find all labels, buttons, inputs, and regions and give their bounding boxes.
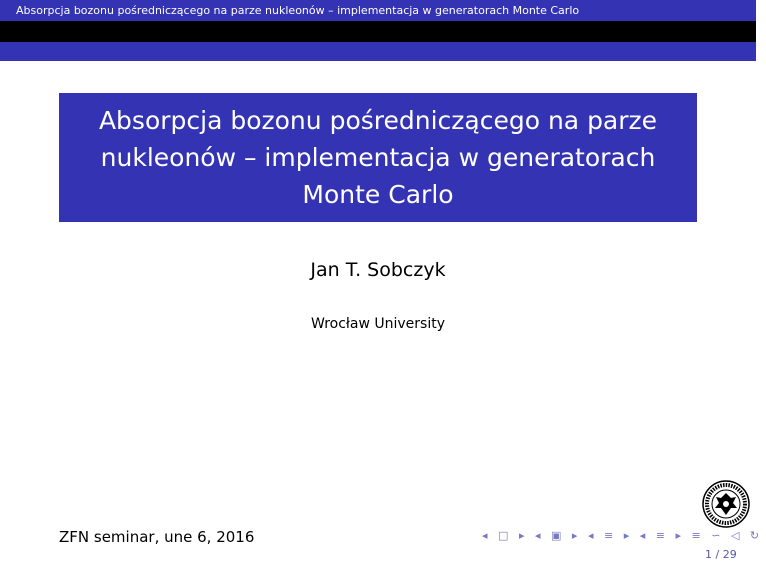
nav-subsection-icon[interactable]: ▣ [551, 529, 562, 542]
page-number: 1 / 29 [705, 548, 737, 561]
nav-frame-icon[interactable]: □ [498, 529, 509, 542]
nav-document-icon[interactable]: ≡ [655, 529, 665, 542]
slide-title-box [59, 93, 697, 222]
nav-back-icon[interactable]: ◁ [730, 529, 740, 542]
institute-name: Wrocław University [310, 316, 445, 332]
university-seal-icon [702, 480, 750, 528]
nav-prev-subsection-icon[interactable]: ◂ [534, 529, 541, 542]
header-bar [0, 0, 756, 21]
nav-next-frame-icon[interactable]: ▸ [518, 529, 525, 542]
nav-next-document-icon[interactable]: ▸ [675, 529, 681, 542]
header-blue-band [0, 42, 756, 61]
nav-section-icon[interactable]: ≡ [603, 529, 614, 542]
nav-next-subsection-icon[interactable]: ▸ [571, 529, 578, 542]
nav-prev-document-icon[interactable]: ◂ [639, 529, 646, 542]
nav-forward-icon[interactable]: ↻ [749, 529, 760, 542]
footer-date: ZFN seminar, une 6, 2016 [59, 528, 255, 546]
nav-prev-section-icon[interactable]: ◂ [587, 529, 594, 542]
beamer-navigation[interactable] [482, 529, 766, 542]
nav-next-section-icon[interactable]: ▸ [623, 529, 630, 542]
header-short-title: Absorpcja bozonu pośredniczącego na parze nukleonów – implementacja w generatorach Monte Carlo [16, 4, 580, 17]
header-black-band [0, 21, 756, 42]
nav-appendix-icon[interactable]: ≡ [691, 529, 701, 542]
nav-search-icon[interactable]: ∽ [711, 529, 721, 542]
nav-prev-frame-icon[interactable]: ◂ [482, 529, 488, 542]
slide-title: Absorpcja bozonu pośredniczącego na parze nukleonów – implementacja w generatorach Monte Carlo [98, 106, 658, 209]
author-name: Jan T. Sobczyk [310, 259, 446, 281]
